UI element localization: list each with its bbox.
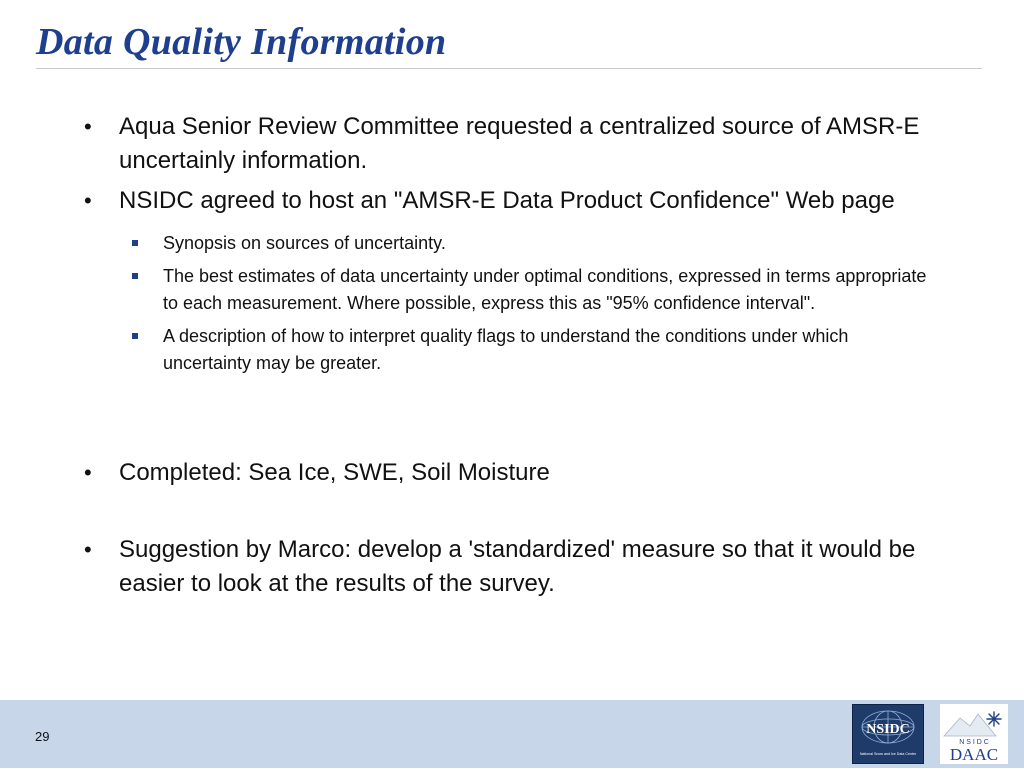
mountain-snowflake-icon bbox=[940, 704, 1008, 764]
square-bullet-icon bbox=[132, 273, 138, 279]
bullet-text: Completed: Sea Ice, SWE, Soil Moisture bbox=[119, 459, 550, 486]
square-bullet-icon bbox=[132, 333, 138, 339]
nsidc-daac-logo bbox=[940, 704, 1008, 764]
slide-content bbox=[82, 110, 932, 601]
nsidc-logo bbox=[852, 704, 924, 764]
bullet-item bbox=[82, 184, 932, 218]
slide-title: Data Quality Information bbox=[36, 21, 447, 63]
bullet-dot-icon: • bbox=[84, 537, 92, 562]
sub-bullet-item bbox=[82, 263, 932, 317]
bullet-item bbox=[82, 110, 932, 178]
bullet-item bbox=[82, 456, 932, 490]
bullet-text: Aqua Senior Review Committee requested a centralized source of AMSR-E uncertainly information. bbox=[119, 113, 920, 174]
bullet-dot-icon: • bbox=[84, 188, 92, 213]
bullet-text: NSIDC agreed to host an "AMSR-E Data Product Confidence" Web page bbox=[119, 187, 895, 214]
nsidc-globe-icon bbox=[853, 705, 923, 763]
bullet-item bbox=[82, 533, 932, 601]
footer-bar bbox=[0, 700, 1024, 768]
nsidc-logo-caption: National Snow and Ice Data Center bbox=[859, 752, 917, 756]
sub-bullet-text: A description of how to interpret quality flags to understand the conditions under which uncertainty may be greater. bbox=[163, 326, 849, 373]
sub-bullet-text: Synopsis on sources of uncertainty. bbox=[163, 233, 446, 253]
bullet-dot-icon: • bbox=[84, 460, 92, 485]
square-bullet-icon bbox=[132, 240, 138, 246]
sub-bullet-item bbox=[82, 323, 932, 377]
sub-bullet-item bbox=[82, 230, 932, 257]
bullet-dot-icon: • bbox=[84, 114, 92, 139]
daac-logo-line2: DAAC bbox=[949, 745, 999, 764]
page-number: 29 bbox=[35, 729, 50, 744]
title-divider bbox=[36, 68, 982, 69]
sub-bullet-text: The best estimates of data uncertainty under optimal conditions, expressed in terms appropriate to each measurement. Where possible, express this as "95% confidence interval". bbox=[163, 266, 927, 313]
daac-logo-line1: N S I D C bbox=[959, 739, 989, 746]
bullet-text: Suggestion by Marco: develop a 'standardized' measure so that it would be easier to look at the results of the survey. bbox=[119, 536, 916, 597]
nsidc-logo-name: NSIDC bbox=[866, 722, 910, 737]
